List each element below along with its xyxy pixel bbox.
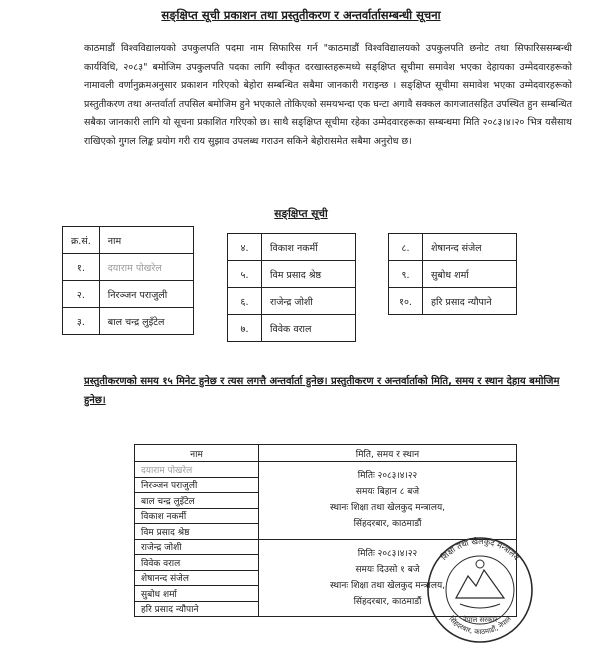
shortlist-table-2 — [227, 233, 356, 342]
name-cell: विकाश नकर्मी — [262, 234, 356, 261]
sn-cell: ७. — [228, 315, 262, 342]
name-cell: हरि प्रसाद न्यौपाने — [423, 288, 517, 315]
name-cell: सुबोध शर्मा — [423, 261, 517, 288]
seal-text-top: शिक्षा तथा खेलकुद मन्त्रालय — [439, 536, 521, 563]
name-header: नाम — [99, 227, 193, 254]
sn-cell: ३. — [63, 308, 100, 335]
table-row — [228, 315, 356, 342]
shortlist-table-1 — [62, 226, 194, 335]
schedule-date: मितिः २०८३।४।२२ — [357, 548, 418, 559]
schedule-paragraph: प्रस्तुतीकरणको समय १५ मिनेट हुनेछ र त्यस लगत्तै अन्तर्वार्ता हुनेछ। प्रस्तुतीकरण र अन्तर्वार्ताको मिति, समय र स्थान देहाय बमोजिम हुनेछ। — [84, 376, 560, 406]
sn-cell: ६. — [228, 288, 262, 315]
schedule-name-cell: राजेन्द्र जोशी — [135, 539, 259, 555]
sn-cell: १०. — [389, 288, 423, 315]
table-row — [228, 261, 356, 288]
schedule-name-cell: विकाश नकर्मी — [135, 508, 259, 524]
table-row — [63, 281, 194, 308]
notice-title: सङ्क्षिप्त सूची प्रकाशन तथा प्रस्तुतीकरण र अन्तर्वार्तासम्बन्धी सूचना — [161, 8, 441, 22]
schedule-name-cell: सुबोध शर्मा — [135, 586, 259, 602]
schedule-place: स्थानः शिक्षा तथा खेलकुद मन्त्रालय, — [329, 503, 446, 514]
ministry-seal — [420, 530, 540, 650]
schedule-name-cell: विम प्रसाद श्रेष्ठ — [135, 524, 259, 540]
table-row — [389, 234, 517, 261]
schedule-details-cell — [259, 462, 517, 540]
name-cell: शेषानन्द संजेल — [423, 234, 517, 261]
shortlist-heading: सङ्क्षिप्त सूची — [274, 208, 328, 220]
table-row — [63, 308, 194, 335]
table-row — [63, 254, 194, 281]
schedule-datetime-header: मिति, समय र स्थान — [259, 445, 517, 462]
name-cell: विवेक वराल — [262, 315, 356, 342]
emblem-icon — [456, 560, 504, 608]
schedule-name-cell: दयाराम पोखरेल — [135, 462, 259, 478]
schedule-name-header: नाम — [135, 445, 259, 462]
sn-cell: ४. — [228, 234, 262, 261]
schedule-name-cell: निरञ्जन पराजुली — [135, 477, 259, 493]
sn-cell: ८. — [389, 234, 423, 261]
sn-cell: १. — [63, 254, 100, 281]
schedule-place-line2: सिंहदरबार, काठमाडौं — [353, 519, 422, 530]
table-row — [135, 462, 517, 478]
name-cell: विम प्रसाद श्रेष्ठ — [262, 261, 356, 288]
schedule-name-cell: शेषानन्द संजेल — [135, 570, 259, 586]
table-row — [228, 234, 356, 261]
schedule-time: समयः बिहान ८ बजे — [355, 487, 420, 498]
schedule-place: स्थानः शिक्षा तथा खेलकुद मन्त्रालय, — [329, 580, 446, 591]
schedule-time: समयः दिउसो १ बजे — [355, 564, 420, 575]
name-cell: बाल चन्द्र लुइँटेल — [99, 308, 193, 335]
table-row — [389, 288, 517, 315]
seal-inner-ring — [446, 556, 514, 624]
seal-text-bottom: सिंहदरबार, काठमाडौं, नेपाल — [447, 614, 513, 637]
schedule-name-cell: विवेक वराल — [135, 555, 259, 571]
sn-cell: ५. — [228, 261, 262, 288]
sn-header: क्र.सं. — [63, 227, 100, 254]
schedule-name-cell: बाल चन्द्र लुइँटेल — [135, 493, 259, 509]
name-cell: राजेन्द्र जोशी — [262, 288, 356, 315]
shortlist-table-3 — [388, 233, 517, 315]
table-row — [228, 288, 356, 315]
shortlist-header-row — [63, 227, 194, 254]
schedule-header-row — [135, 445, 517, 462]
intro-paragraph: काठमाडौं विश्वविद्यालयको उपकुलपति पदमा नाम सिफारिस गर्न "काठमाडौं विश्वविद्यालयको उपकुलपति छनोट तथा सिफारिससम्बन्धी कार्यविधि, २०८३" बमोजिम उपकुलपति पदका लागि स्वीकृत दरखास्तहरूमध्ये सङ्क्षिप्त सूचीमा समावेश भएका देहायका उम्मेदवारहरूको नामावली वर्णानुक्रमअनुसार प्रकाशन गरिएको बेहोरा सम्बन्धित सबैमा जानकारी गराइन्छ । सङ्क्षिप्त सूचीमा समावेश भएका उम्मेदवारहरूको प्रस्तुतीकरण तथा अन्तर्वार्ता तपसिल बमोजिम हुने भएकाले तोकिएको समयभन्दा एक घन्टा अगावै सक्कल कागजातसहित उपस्थित हुन सम्बन्धित सबैका जानकारी लागि यो सूचना प्रकाशित गरिएको छ। साथै सङ्क्षिप्त सूचीमा रहेका उम्मेदवारहरूका सम्बन्धमा मिति २०८३।४।२० भित्र यसैसाथ राखिएको गुगल लिङ्क प्रयोग गरी राय सुझाव उपलब्ध गराउन सकिने बेहोरासमेत सबैमा अनुरोध छ। — [84, 43, 572, 147]
schedule-place-line2: सिंहदरबार, काठमाडौं — [353, 596, 422, 607]
seal-text-center: नेपाल सरकार — [462, 616, 498, 624]
name-cell: निरञ्जन पराजुली — [99, 281, 193, 308]
name-cell: दयाराम पोखरेल — [99, 254, 193, 281]
sn-cell: ९. — [389, 261, 423, 288]
sn-cell: २. — [63, 281, 100, 308]
table-row — [389, 261, 517, 288]
schedule-date: मितिः २०८३।४।२२ — [357, 471, 418, 482]
schedule-name-cell: हरि प्रसाद न्यौपाने — [135, 601, 259, 617]
